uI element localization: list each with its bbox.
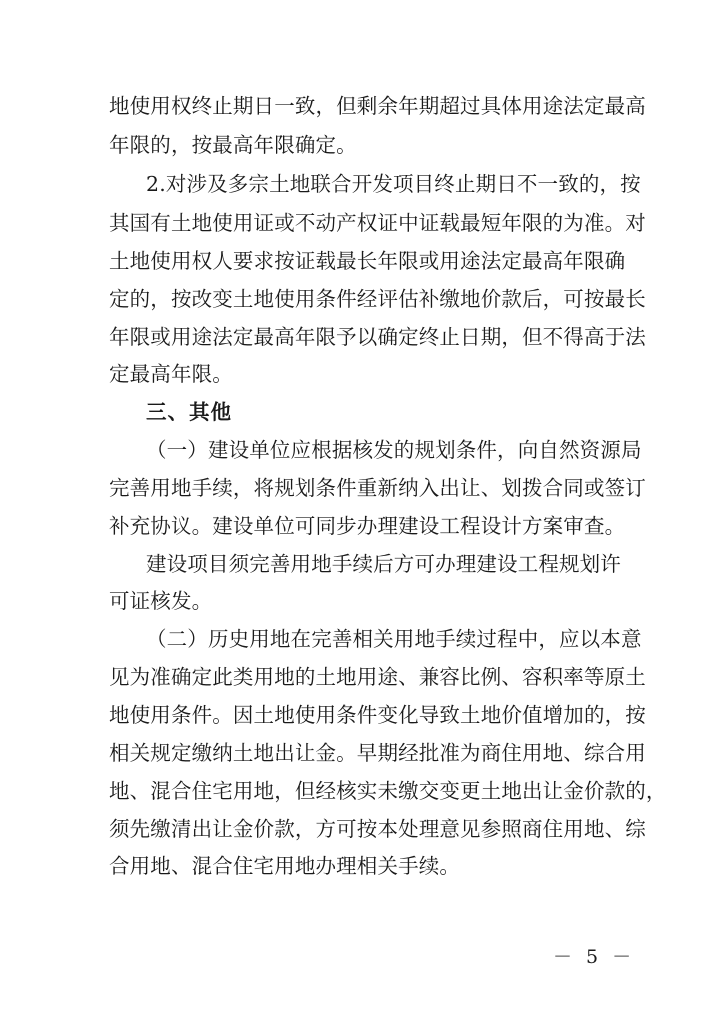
paragraph-line: 完善用地手续，将规划条件重新纳入出让、划拨合同或签订 [109,476,646,500]
paragraph-line: 土地使用权人要求按证载最长年限或用途法定最高年限确 [109,249,626,273]
page-number: － 5 － [553,946,636,968]
paragraph-line: 定最高年限。 [109,362,233,386]
paragraph-line: 年限的，按最高年限确定。 [109,133,357,157]
paragraph-line: 合用地、混合住宅用地办理相关手续。 [109,854,461,878]
paragraph-line: （一）建设单位应根据核发的规划条件，向自然资源局 [146,438,642,462]
paragraph-line: 2.对涉及多宗土地联合开发项目终止期日不一致的，按 [146,172,641,196]
paragraph-line: 建设项目须完善用地手续后方可办理建设工程规划许 [146,552,621,576]
paragraph-line: 须先缴清出让金价款，方可按本处理意见参照商住用地、综 [109,817,646,841]
paragraph-line: 地、混合住宅用地，但经核实未缴交变更土地出让金价款的， [109,779,667,803]
paragraph-line: （二）历史用地在完善相关用地手续过程中，应以本意 [146,627,642,651]
section-heading: 三、其他 [146,400,232,424]
paragraph-line: 地使用权终止期日一致，但剩余年期超过具体用途法定最高 [109,94,646,118]
paragraph-line: 可证核发。 [109,589,213,613]
paragraph-line: 年限或用途法定最高年限予以确定终止日期，但不得高于法 [109,325,646,349]
paragraph-line: 其国有土地使用证或不动产权证中证载最短年限的为准。对 [109,211,646,235]
paragraph-line: 地使用条件。因土地使用条件变化导致土地价值增加的，按 [109,703,646,727]
paragraph-line: 补充协议。建设单位可同步办理建设工程设计方案审查。 [109,514,626,538]
paragraph-line: 相关规定缴纳土地出让金。早期经批准为商住用地、综合用 [109,741,646,765]
paragraph-line: 见为准确定此类用地的土地用途、兼容比例、容积率等原土 [109,665,646,689]
paragraph-line: 定的，按改变土地使用条件经评估补缴地价款后，可按最长 [109,287,646,311]
